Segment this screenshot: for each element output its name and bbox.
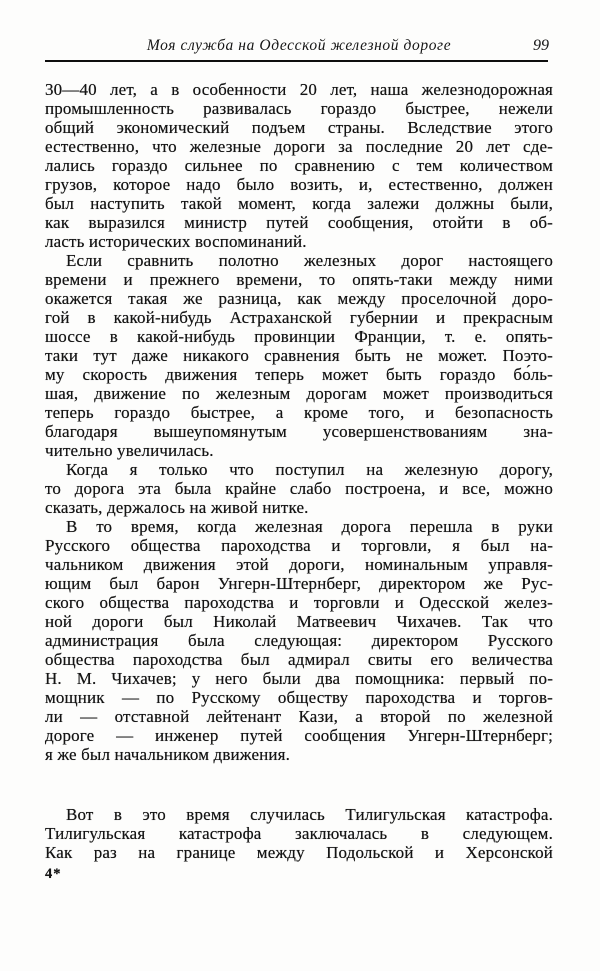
text-line: сказать, держалось на живой нитке.: [45, 498, 309, 517]
running-title: Моя служба на Одесской железной дороге: [146, 37, 452, 54]
text-line: общий экономический подъем страны. Вследствие этого: [45, 118, 553, 137]
text-line: Тилигульская катастрофа заключалась в следующем.: [45, 824, 553, 843]
text-line: Н. М. Чихачев; у него были два помощника: первый по-: [45, 669, 553, 688]
running-header: [45, 37, 553, 57]
text-line: окажется такая же разница, как между проселочной доро-: [45, 289, 553, 308]
paragraph: [45, 251, 553, 460]
text-line: промышленность развивалась гораздо быстрее, нежели: [45, 99, 553, 118]
text-line: администрация была следующая: директором Русского: [45, 631, 553, 650]
text-line: как выразился министр путей сообщения, отойти в об-: [45, 213, 553, 232]
paragraph: [45, 80, 553, 251]
text-line: таки тут даже никакого сравнения быть не может. Поэто-: [45, 346, 553, 365]
text-line: ющим был барон Унгерн-Штернберг, директором же Рус-: [45, 574, 553, 593]
page-number: 99: [533, 37, 549, 54]
text-line: ласть исторических воспоминаний.: [45, 232, 307, 251]
text-line: общества пароходства был адмирал свиты его величества: [45, 650, 553, 669]
text-line: дороге — инженер путей сообщения Унгерн-Штернберг;: [45, 726, 553, 745]
text-line: теперь гораздо быстрее, а кроме того, и безопасность: [45, 403, 553, 422]
text-line: чительно увеличилась.: [45, 441, 214, 460]
header-rule: [45, 60, 548, 62]
text-line: грузов, которое надо было возить, и, естественно, должен: [45, 175, 553, 194]
paragraph: [45, 460, 553, 517]
text-line: Если сравнить полотно железных дорог настоящего: [66, 251, 553, 270]
text-line: ной дороги был Николай Матвеевич Чихачев. Так что: [45, 612, 553, 631]
text-line: я же был начальником движения.: [45, 745, 291, 764]
text-line: то дорога эта была крайне слабо построена, и все, можно: [45, 479, 553, 498]
text-line: чальником движения этой дороги, номинальным управля-: [45, 555, 553, 574]
text-line: Как раз на границе между Подольской и Херсонской: [45, 843, 553, 862]
text-line: мощник — по Русскому обществу пароходства и торгов-: [45, 688, 553, 707]
text-line: шоссе в какой-нибудь провинции Франции, т. е. опять-: [45, 327, 553, 346]
text-line: Когда я только что поступил на железную дорогу,: [66, 460, 553, 479]
text-line: 30—40 лет, а в особенности 20 лет, наша железнодорожная: [45, 80, 553, 99]
text-line: времени и прежнего времени, то опять-таки между ними: [45, 270, 553, 289]
text-line: благодаря вышеупомянутым усовершенствованиям зна-: [45, 422, 553, 441]
text-line: был наступить такой момент, когда залежи должны были,: [45, 194, 553, 213]
paragraph: [45, 517, 553, 764]
text-line: шая, движение по железным дорогам может производиться: [45, 384, 553, 403]
text-line: В то время, когда железная дорога перешла в руки: [66, 517, 553, 536]
text-line: естественно, что железные дороги за последние 20 лет сде-: [45, 137, 553, 156]
text-line: Русского общества пароходства и торговли, я был на-: [45, 536, 553, 555]
paragraph: [45, 805, 553, 862]
page-body: [45, 80, 553, 862]
text-line: ли — отставной лейтенант Кази, а второй по железной: [45, 707, 553, 726]
signature-mark: 4*: [45, 866, 62, 882]
text-line: Вот в это время случилась Тилигульская катастрофа.: [66, 805, 553, 824]
text-line: ского общества пароходства и торговли и Одесской желез-: [45, 593, 553, 612]
text-line: лались гораздо сильнее по сравнению с тем количеством: [45, 156, 553, 175]
text-line: му скорость движения теперь может быть гораздо бо́ль-: [45, 365, 553, 384]
text-line: гой в какой-нибудь Астраханской губернии и прекрасным: [45, 308, 553, 327]
